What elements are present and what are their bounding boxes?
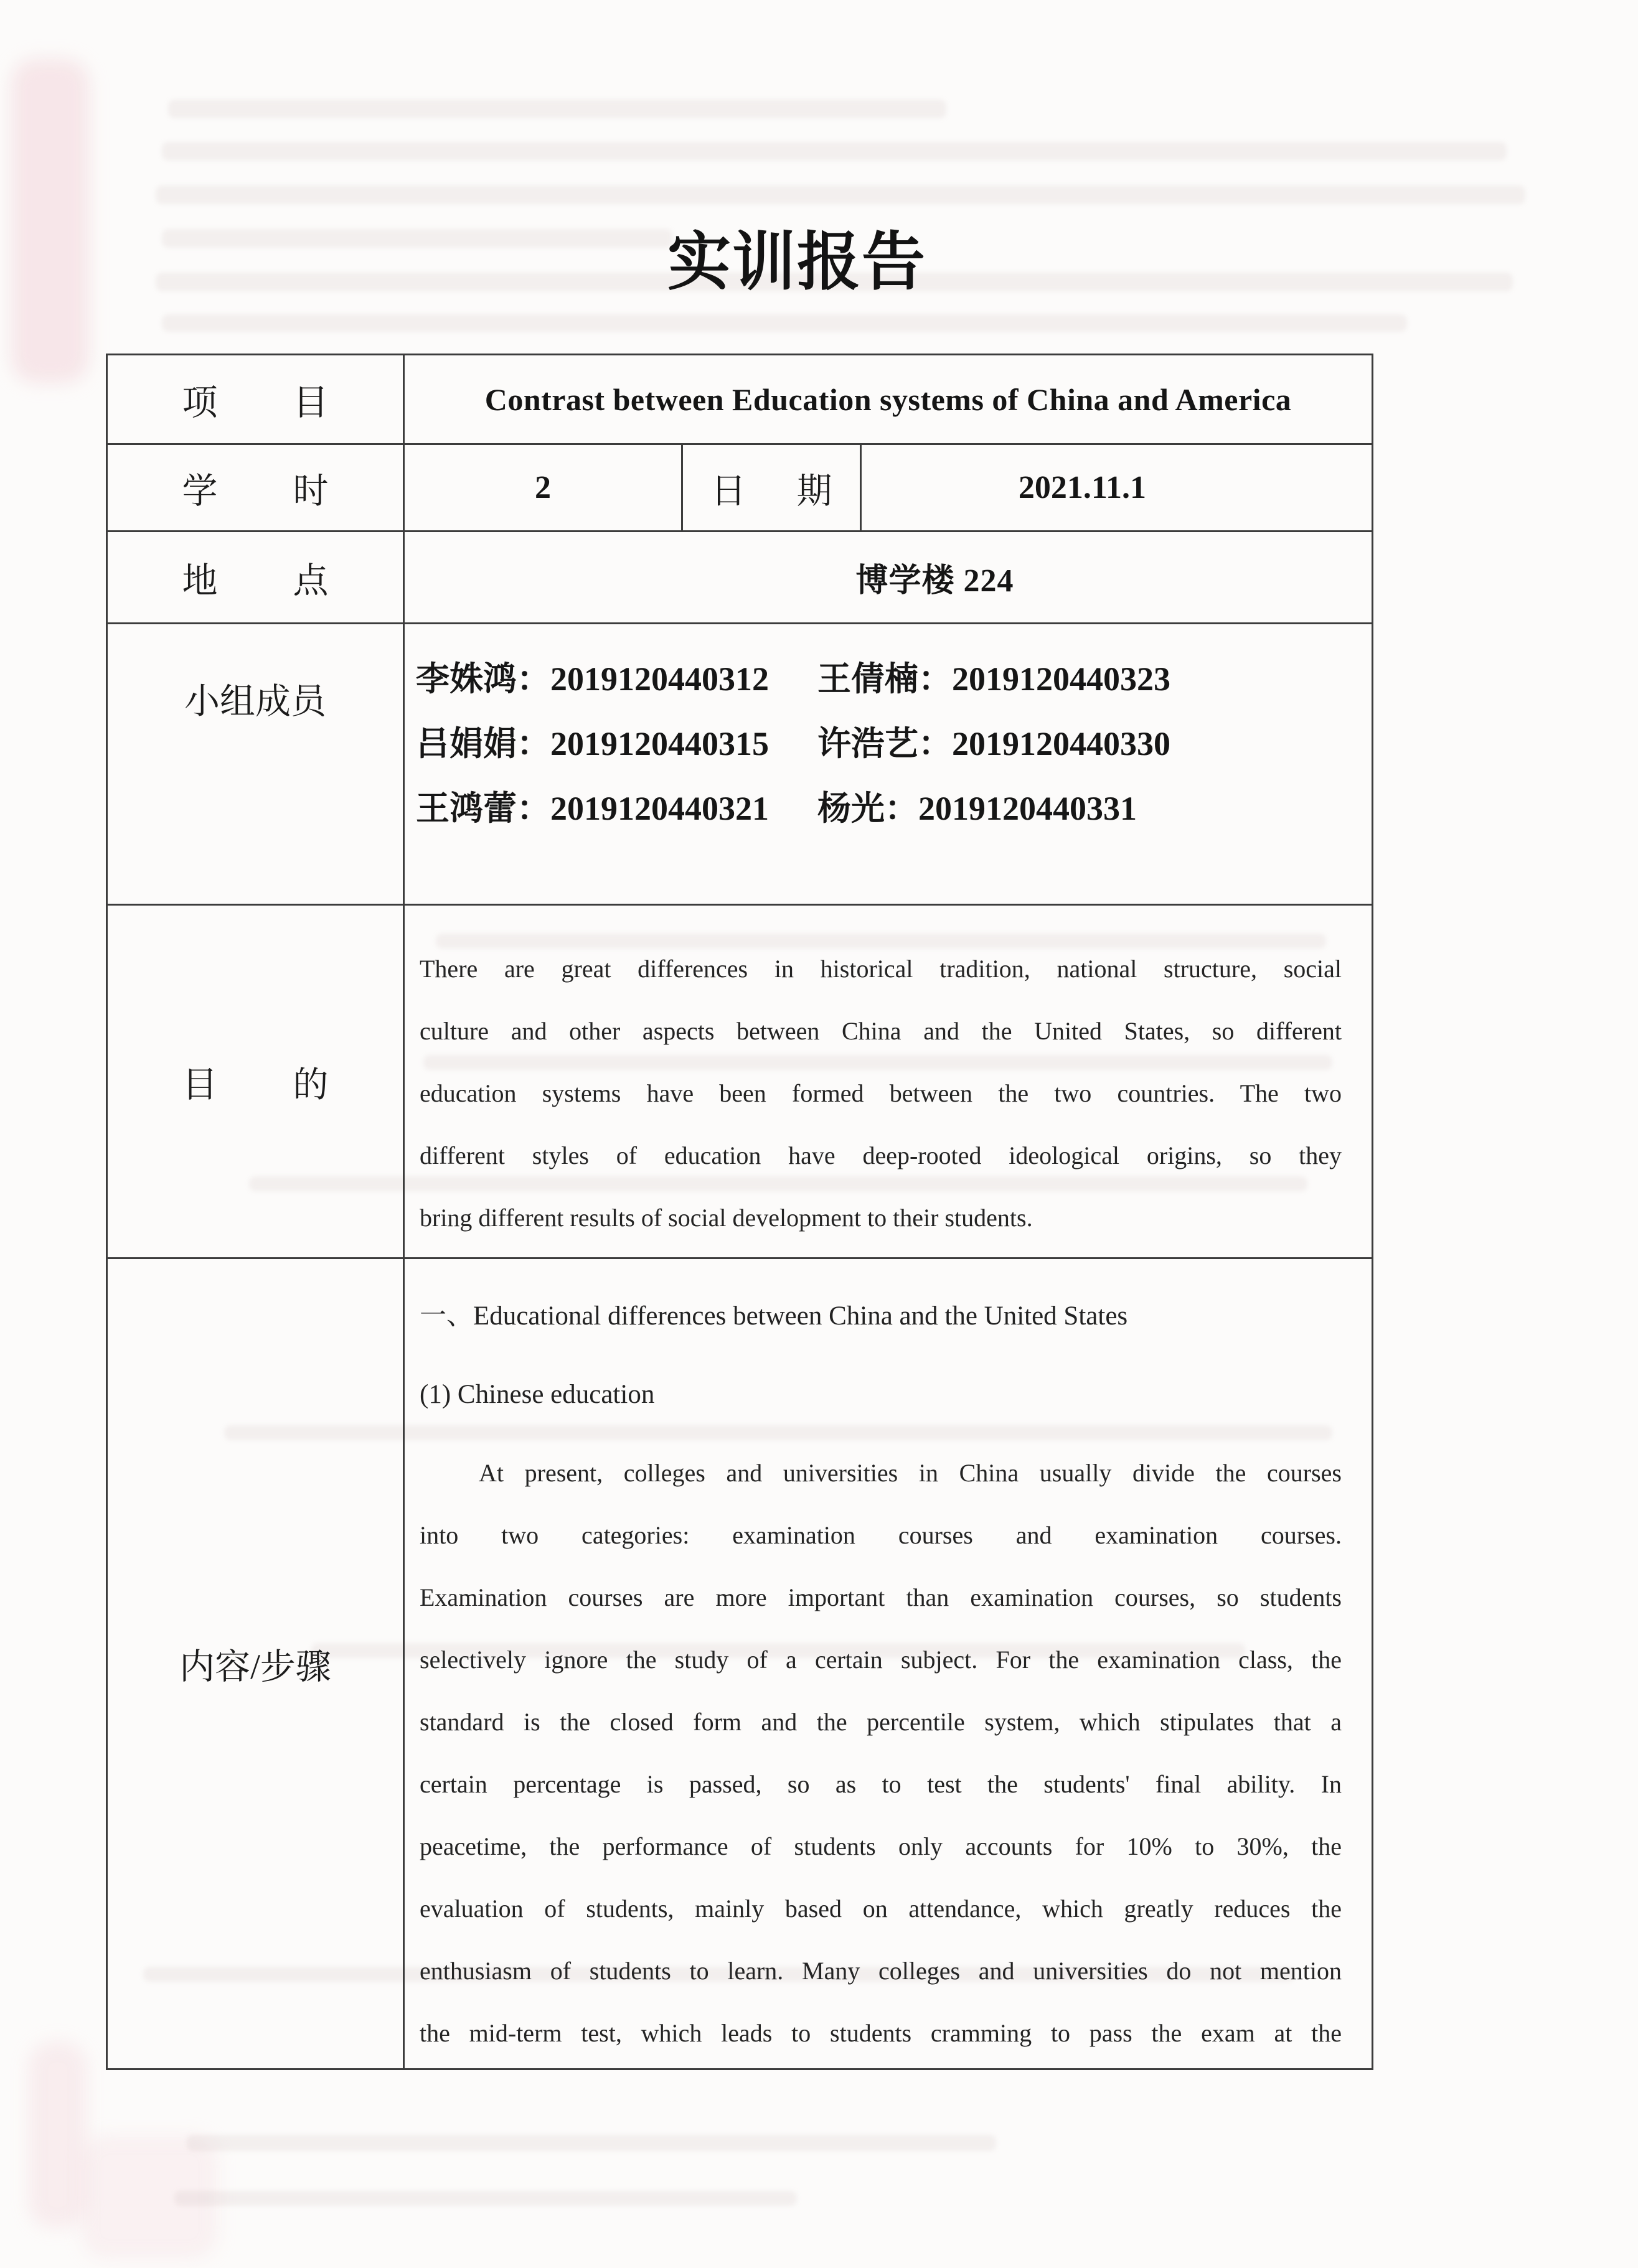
purpose-text-line: There are great differences in historical tradition, national structure, social — [420, 955, 1342, 983]
report-table — [106, 354, 1373, 2070]
date-value: 2021.11.1 — [1018, 470, 1147, 505]
date-label-char: 期 — [796, 471, 832, 511]
member-line — [416, 776, 1359, 841]
purpose-label — [108, 906, 405, 1257]
members-list — [405, 624, 1372, 904]
bleed-through-line — [162, 314, 1407, 332]
member-entry: 许浩艺：2019120440330 — [817, 725, 1170, 762]
row-project — [108, 355, 1372, 445]
row-purpose — [108, 906, 1372, 1259]
member-entry: 杨光：2019120440331 — [817, 790, 1137, 827]
content-text-line: the mid-term test, which leads to students cramming to pass the exam at the — [420, 2019, 1342, 2047]
project-title-text: Contrast between Education systems of China and America — [484, 382, 1292, 417]
location-label-char: 地 — [182, 561, 218, 601]
row-location — [108, 532, 1372, 624]
hours-label-char: 学 — [182, 471, 218, 511]
date-label-char: 日 — [710, 471, 746, 511]
hours-value: 2 — [405, 445, 683, 530]
content-subheading: (1) Chinese education — [420, 1380, 655, 1409]
date-label — [683, 445, 862, 530]
member-line — [416, 711, 1359, 776]
bleed-through-line — [162, 142, 1507, 161]
bleed-through-line — [174, 2191, 797, 2206]
member-line — [416, 647, 1359, 711]
content-text-line: into two categories: examination courses and examination courses. — [420, 1521, 1342, 1549]
purpose-text — [405, 906, 1372, 1257]
purpose-label-char: 目 — [182, 1065, 218, 1105]
project-label-char: 目 — [293, 383, 329, 423]
content-text-line: enthusiasm of students to learn. Many colleges and universities do not mention — [420, 1957, 1342, 1985]
content-text-line: standard is the closed form and the percentile system, which stipulates that a — [420, 1708, 1342, 1736]
hours-label — [108, 445, 405, 530]
content-label: 内容/步骤 — [108, 1259, 405, 2068]
bleed-through-line — [156, 185, 1525, 204]
pink-scan-smudge — [28, 2041, 87, 2228]
location-label — [108, 532, 405, 622]
bleed-through-line — [168, 100, 946, 118]
hours-label-char: 时 — [293, 471, 329, 511]
row-hours-date — [108, 445, 1372, 532]
document-title: 实训报告 — [667, 228, 926, 298]
purpose-text-line: different styles of education have deep-rooted ideological origins, so they — [420, 1141, 1342, 1169]
member-entry: 王鸿蕾：2019120440321 — [416, 790, 769, 827]
row-members — [108, 624, 1372, 906]
project-label-char: 项 — [182, 383, 218, 423]
member-entry: 王倩楠：2019120440323 — [817, 660, 1170, 698]
purpose-text-line: education systems have been formed between the two countries. The two — [420, 1079, 1342, 1107]
location-text: 博学楼 224 — [855, 563, 1014, 599]
purpose-text-line: bring different results of social development to their students. — [420, 1204, 1033, 1232]
purpose-label-char: 的 — [293, 1065, 329, 1105]
content-text — [405, 1259, 1372, 2068]
purpose-text-line: culture and other aspects between China and the United States, so different — [420, 1017, 1342, 1045]
content-text-line: evaluation of students, mainly based on attendance, which greatly reduces the — [420, 1895, 1342, 1923]
project-label — [108, 355, 405, 443]
row-content — [108, 1259, 1372, 2068]
content-text-line: certain percentage is passed, so as to test the students' final ability. In — [420, 1770, 1342, 1798]
bleed-through-line — [187, 2135, 996, 2151]
content-text-line: At present, colleges and universities in China usually divide the courses — [479, 1459, 1342, 1487]
content-heading: 一、Educational differences between China and the United States — [420, 1301, 1128, 1331]
member-entry: 李姝鸿：2019120440312 — [416, 660, 769, 698]
member-entry: 吕娟娟：2019120440315 — [416, 725, 769, 762]
project-value-cell — [405, 355, 1372, 443]
content-text-line: Examination courses are more important than examination courses, so students — [420, 1583, 1342, 1611]
members-label: 小组成员 — [108, 624, 405, 904]
content-text-line: selectively ignore the study of a certain subject. For the examination class, the — [420, 1646, 1342, 1674]
content-text-line: peacetime, the performance of students only accounts for 10% to 30%, the — [420, 1832, 1342, 1860]
location-label-char: 点 — [293, 561, 329, 601]
location-value-cell — [405, 532, 1372, 622]
